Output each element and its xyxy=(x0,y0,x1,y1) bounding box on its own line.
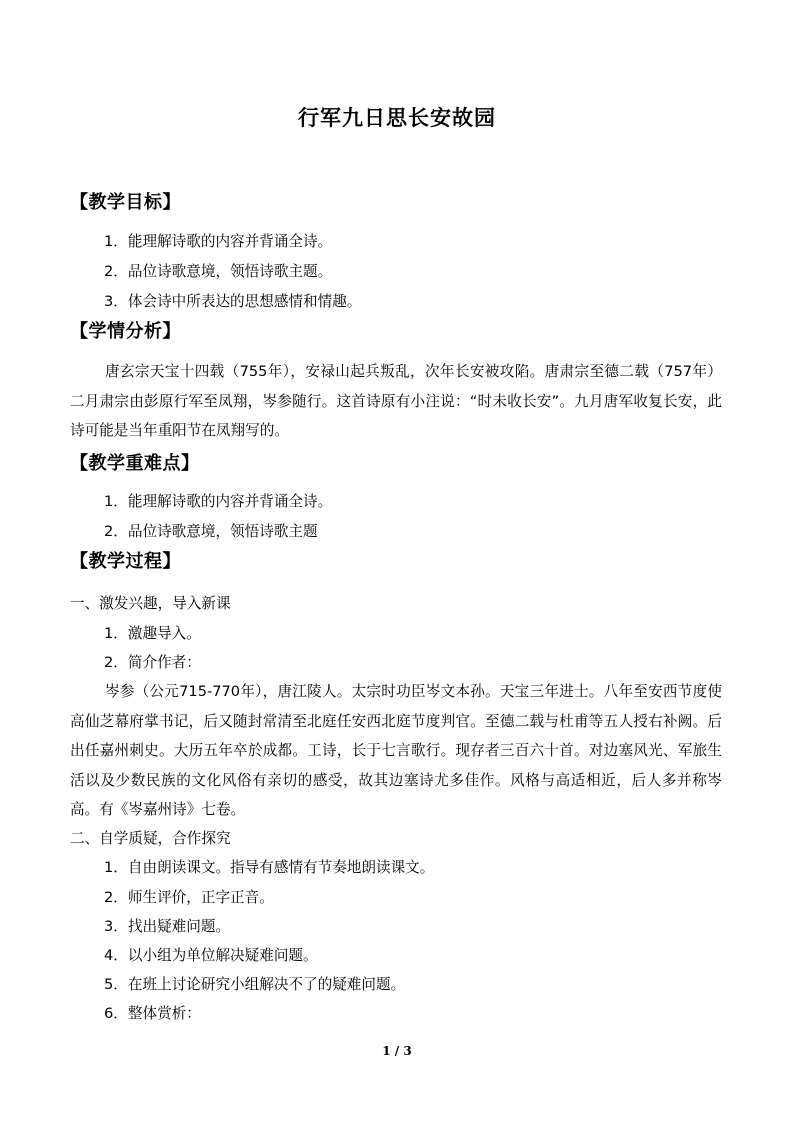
analysis-paragraph: 唐玄宗天宝十四载（755年），安禄山起兵叛乱，次年长安被攻陷。唐肃宗至德二载（757年）二月肃宗由彭原行军至凤翔，岑参随行。这首诗原有小注说：“时未收长安”。九月唐军收复长安，此诗可能是当年重阳节在凤翔写的。 xyxy=(70,363,722,439)
process-part2-item-4: 4．以小组为单位解决疑难问题。 xyxy=(104,947,318,964)
key-point-item-2: 2．品位诗歌意境，领悟诗歌主题 xyxy=(104,523,318,540)
heading-analysis: 【学情分析】 xyxy=(70,321,181,342)
key-point-item-1: 1．能理解诗歌的内容并背诵全诗。 xyxy=(104,493,333,510)
process-part2-item-1: 1．自由朗读课文。指导有感情有节奏地朗读课文。 xyxy=(104,859,435,876)
process-part2-item-6: 6．整体赏析： xyxy=(104,1005,201,1022)
objective-item-1: 1．能理解诗歌的内容并背诵全诗。 xyxy=(104,233,333,250)
heading-objectives: 【教学目标】 xyxy=(70,192,181,213)
page-number: 1 / 3 xyxy=(382,1044,412,1058)
document-title: 行军九日思长安故园 xyxy=(298,105,496,130)
objective-item-3: 3．体会诗中所表达的思想感情和情趣。 xyxy=(104,293,362,310)
heading-process: 【教学过程】 xyxy=(70,551,181,572)
process-part2-title: 二、自学质疑，合作探究 xyxy=(70,830,231,847)
heading-key-points: 【教学重难点】 xyxy=(70,453,200,474)
author-paragraph: 岑参（公元715-770年），唐江陵人。太宗时功臣岑文本孙。天宝三年进士。八年至安西节度使高仙芝幕府掌书记，后又随封常清至北庭任安西北庭节度判官。至德二载与杜甫等五人授右补阙。后出任嘉州刺史。大历五年卒於成都。工诗，长于七言歌行。现存者三百六十首。对边塞风光、军旅生活以及少数民族的文化风俗有亲切的感受，故其边塞诗尤多佳作。风格与高适相近，后人多并称岑高。有《岑嘉州诗》七卷。 xyxy=(70,683,722,818)
process-part2-item-3: 3．找出疑难问题。 xyxy=(104,918,231,935)
process-part1-title: 一、激发兴趣，导入新课 xyxy=(70,595,231,612)
process-part2-item-5: 5．在班上讨论研究小组解决不了的疑难问题。 xyxy=(104,976,406,993)
process-part2-item-2: 2．师生评价，正字正音。 xyxy=(104,889,274,906)
process-part1-item-1: 1．激趣导入。 xyxy=(104,625,201,642)
objective-item-2: 2．品位诗歌意境，领悟诗歌主题。 xyxy=(104,263,333,280)
process-part1-item-2: 2．简介作者： xyxy=(104,654,201,671)
